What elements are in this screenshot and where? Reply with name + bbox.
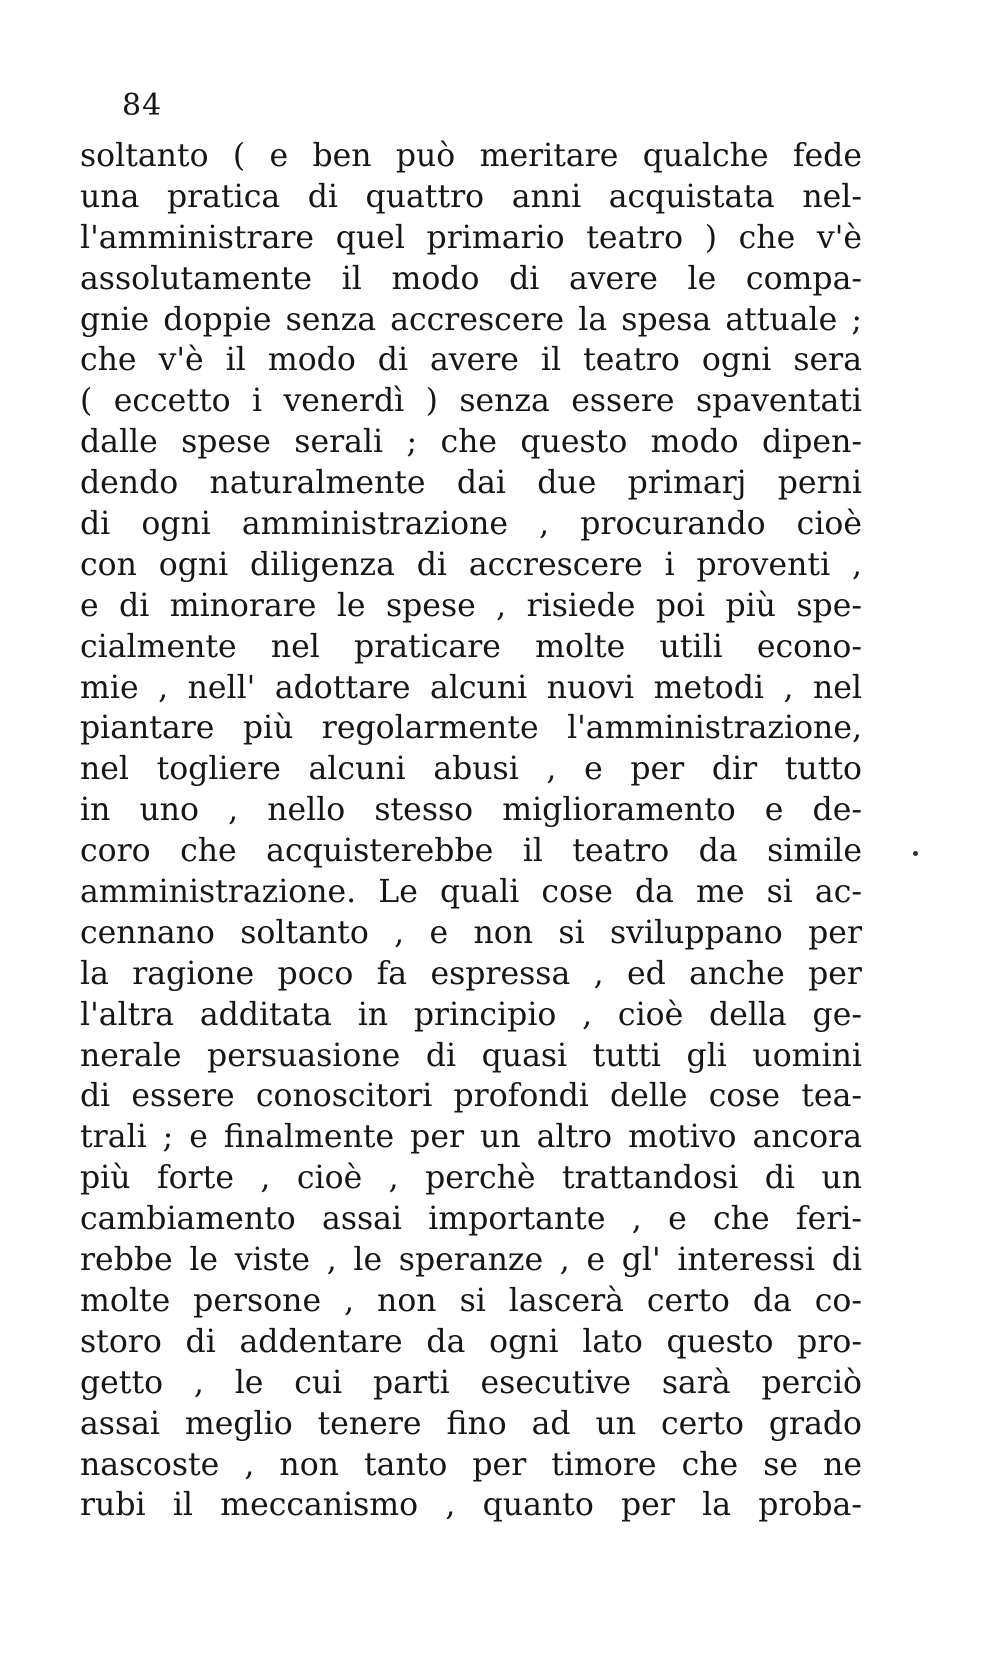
text-line: in uno , nello stesso miglioramento e de-	[80, 792, 862, 829]
text-line: ( eccetto i venerdì ) senza essere spaventati	[80, 383, 862, 420]
text-line: e di minorare le spese , risiede poi più spe-	[80, 587, 862, 624]
text-line: rubi il meccanismo , quanto per la proba-	[80, 1487, 862, 1524]
page-number: 84	[122, 88, 163, 123]
text-line: amministrazione. Le quali cose da me si ac-	[80, 874, 862, 911]
text-line: dendo naturalmente dai due primarj perni	[80, 465, 862, 502]
text-line: nel togliere alcuni abusi , e per dir tutto	[80, 751, 862, 788]
text-line: rebbe le viste , le speranze , e gl' interessi di	[80, 1242, 862, 1279]
text-line: una pratica di quattro anni acquistata nel-	[80, 178, 862, 215]
text-line: con ogni diligenza di accrescere i proventi ,	[80, 546, 862, 583]
text-line: soltanto ( e ben può meritare qualche fede	[80, 138, 862, 174]
text-line: l'amministrare quel primario teatro ) che v'è	[80, 219, 862, 256]
text-line: molte persone , non si lascerà certo da co-	[80, 1282, 862, 1319]
text-line: trali ; e finalmente per un altro motivo ancora	[80, 1119, 862, 1156]
text-line: l'altra additata in principio , cioè della ge-	[80, 996, 862, 1033]
text-line: getto , le cui parti esecutive sarà perciò	[80, 1364, 862, 1401]
text-line: assai meglio tenere fino ad un certo grado	[80, 1405, 862, 1442]
text-line: dalle spese serali ; che questo modo dipen-	[80, 424, 862, 461]
text-line: coro che acquisterebbe il teatro da simile	[80, 833, 862, 870]
text-line: cialmente nel praticare molte utili econo-	[80, 628, 862, 665]
text-line: storo di addentare da ogni lato questo pro-	[80, 1323, 862, 1360]
body-text	[80, 136, 862, 1526]
text-line: nerale persuasione di quasi tutti gli uomini	[80, 1037, 862, 1074]
text-line: di essere conoscitori profondi delle cose tea-	[80, 1078, 862, 1115]
text-line: cennano soltanto , e non si sviluppano per	[80, 914, 862, 951]
text-line: piantare più regolarmente l'amministrazione,	[80, 710, 862, 747]
text-line: cambiamento assai importante , e che feri-	[80, 1201, 862, 1238]
ink-speck	[913, 851, 918, 856]
text-line: nascoste , non tanto per timore che se ne	[80, 1446, 862, 1483]
text-line: che v'è il modo di avere il teatro ogni sera	[80, 342, 862, 379]
text-line: assolutamente il modo di avere le compa-	[80, 260, 862, 297]
text-line: più forte , cioè , perchè trattandosi di un	[80, 1160, 862, 1197]
text-line: gnie doppie senza accrescere la spesa attuale ;	[80, 301, 862, 338]
text-line: di ogni amministrazione , procurando cioè	[80, 506, 862, 543]
text-line: la ragione poco fa espressa , ed anche per	[80, 955, 862, 992]
text-line: mie , nell' adottare alcuni nuovi metodi , nel	[80, 669, 862, 706]
